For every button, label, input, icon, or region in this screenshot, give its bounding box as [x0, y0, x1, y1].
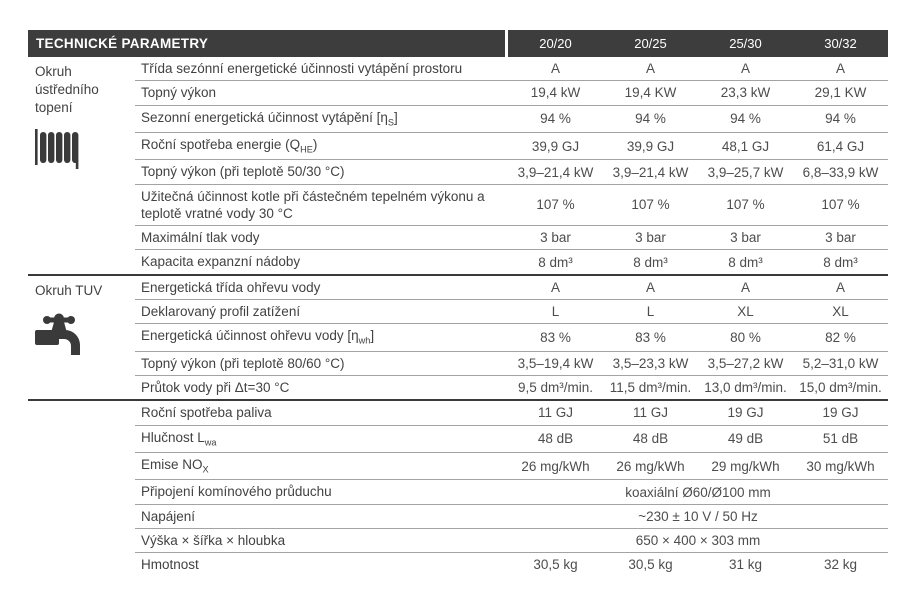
table-cell: 39,9 GJ [531, 138, 580, 154]
table-row [135, 375, 888, 399]
row-label: Energetická účinnost ohřevu vody $[\eta_{wh}]$ [141, 328, 375, 346]
table-cell: 8 dm³ [633, 254, 668, 270]
table-cell: XL [832, 304, 849, 320]
table-cell: 26 mg/kWh [521, 458, 590, 474]
table-cell: 48,1 GJ [721, 138, 770, 154]
table-cell: 29 mg/kWh [711, 458, 780, 474]
table-cell: A [645, 61, 655, 77]
table-cell: 51 dB [822, 431, 859, 447]
table-row [135, 425, 888, 452]
table-row [135, 552, 888, 576]
row-label: Užitečná účinnost kotle při částečném tepelném výkonu a teplotě vratné vody 30 °C [141, 188, 485, 221]
radiator-icon [35, 129, 133, 174]
table-cell: 8 dm³ [823, 254, 858, 270]
row-label: Energetická třída ohřevu vody [141, 279, 321, 295]
table-cell-span: koaxiální Ø60/Ø100 mm [625, 484, 771, 500]
table-cell: 32 kg [823, 557, 858, 573]
table-row [135, 299, 888, 323]
table-cell: 30,5 kg [533, 557, 578, 573]
table-cell: 48 dB [632, 431, 669, 447]
table-cell: 23,3 kW [720, 85, 771, 101]
table-row [135, 452, 888, 479]
table-row [135, 132, 888, 159]
section-rows [135, 276, 888, 400]
row-label: Topný výkon (při teplotě 80/60 °C) [141, 355, 345, 371]
table-row [135, 351, 888, 375]
row-label: Hlučnost $L_{wa}$ [141, 429, 217, 448]
table-row [135, 80, 888, 104]
row-label: Emise $NO_X$ [141, 456, 209, 475]
table-cell: A [835, 279, 845, 295]
table-row [135, 225, 888, 249]
table-cell: 49 dB [727, 431, 764, 447]
row-label: Napájení [141, 508, 196, 524]
table-row [135, 276, 888, 299]
table-cell: 83 % [540, 329, 571, 345]
column-header: 20/25 [634, 36, 667, 51]
row-label: Topný výkon (při teplotě 50/30 °C) [141, 164, 345, 180]
table-cell: 107 % [726, 197, 765, 213]
category-label: Okruh ústředního topení [35, 64, 99, 115]
table-cell: 15,0 dm³/min. [799, 380, 882, 396]
table-cell: 80 % [730, 329, 761, 345]
table-cell: L [646, 304, 655, 320]
tap-icon [35, 313, 133, 360]
table-cell: 5,2–31,0 kW [802, 355, 879, 371]
table-cell: 3 bar [825, 230, 856, 246]
table-cell: 3 bar [730, 230, 761, 246]
table-cell: 94 % [825, 111, 856, 127]
table-cell: 107 % [631, 197, 670, 213]
table-cell: 3,5–23,3 kW [612, 355, 689, 371]
table-cell: 82 % [825, 329, 856, 345]
table-cell: 94 % [540, 111, 571, 127]
table-cell: 3,9–21,4 kW [612, 164, 689, 180]
table-cell: 9,5 dm³/min. [517, 380, 594, 396]
table-cell: 48 dB [537, 431, 574, 447]
section-rows [135, 401, 888, 576]
table-cell: 30 mg/kWh [806, 458, 875, 474]
row-label: Maximální tlak vody [141, 230, 260, 246]
table-cell: 94 % [635, 111, 666, 127]
table-cell-span: 650 × 400 × 303 mm [635, 533, 761, 549]
table-cell: 39,9 GJ [626, 138, 675, 154]
table-cell: 107 % [821, 197, 860, 213]
category-label: Okruh TUV [35, 282, 103, 298]
table-cell: A [550, 279, 560, 295]
table-row [135, 504, 888, 528]
row-label: Hmotnost [141, 557, 199, 573]
table-cell: 11 GJ [537, 405, 573, 421]
row-label: Topný výkon [141, 85, 217, 101]
table-row [135, 249, 888, 273]
table-cell: 8 dm³ [728, 254, 763, 270]
column-header: 20/20 [539, 36, 572, 51]
table-cell: 6,8–33,9 kW [802, 164, 879, 180]
table-row [135, 323, 888, 350]
table-cell: 26 mg/kWh [616, 458, 685, 474]
table-cell: 3,5–19,4 kW [517, 355, 594, 371]
table-cell: 3,9–25,7 kW [707, 164, 784, 180]
table-row [135, 57, 888, 80]
row-label: Kapacita expanzní nádoby [141, 254, 301, 270]
table-cell: 3 bar [540, 230, 571, 246]
table-cell: A [645, 279, 655, 295]
table-cell: 8 dm³ [538, 254, 573, 270]
category-cell [28, 401, 135, 576]
table-cell: 19 GJ [822, 405, 859, 421]
table-body [28, 57, 888, 576]
table-section [28, 274, 888, 400]
table-cell: A [740, 61, 750, 77]
category-cell [28, 57, 135, 274]
table-cell: 30,5 kg [628, 557, 673, 573]
page-title: TECHNICKÉ PARAMETRY [28, 30, 508, 57]
row-label: Třída sezónní energetické účinnosti vytápění prostoru [141, 61, 463, 76]
table-cell: 11 GJ [632, 405, 668, 421]
table-cell: 13,0 dm³/min. [704, 380, 787, 396]
table-cell: A [835, 61, 845, 77]
table-header [28, 30, 888, 57]
table-cell: 11,5 dm³/min. [609, 380, 692, 396]
table-cell: 3,9–21,4 kW [517, 164, 594, 180]
row-label: Průtok vody při Δt=30 °C [141, 379, 290, 395]
table-cell: L [551, 304, 560, 320]
row-label: Roční spotřeba energie $(Q_{HE})$ [141, 136, 318, 155]
table-row [135, 401, 888, 424]
row-label: Výška × šířka × hloubka [141, 532, 286, 548]
row-label: Deklarovaný profil zatížení [141, 304, 301, 319]
table-cell: 19 GJ [727, 405, 764, 421]
table-section [28, 57, 888, 274]
table-row [135, 184, 888, 226]
row-label: Připojení komínového průduchu [141, 484, 332, 500]
table-cell: 19,4 KW [624, 85, 677, 101]
section-rows [135, 57, 888, 274]
category-cell [28, 276, 135, 400]
table-cell: 3,5–27,2 kW [707, 355, 784, 371]
table-cell: 94 % [730, 111, 761, 127]
column-header: 25/30 [729, 36, 762, 51]
table-section [28, 399, 888, 576]
table-cell: 3 bar [635, 230, 666, 246]
table-row [135, 159, 888, 183]
table-cell: 107 % [536, 197, 575, 213]
row-label: Roční spotřeba paliva [141, 405, 272, 421]
table-cell-span: ~230 ± 10 V / 50 Hz [638, 508, 758, 524]
table-cell: 61,4 GJ [816, 138, 865, 154]
column-header: 30/32 [824, 36, 857, 51]
table-cell: 29,1 KW [814, 85, 867, 101]
table-row [135, 528, 888, 552]
table-cell: A [550, 61, 560, 77]
table-cell: XL [737, 304, 754, 320]
table-cell: 83 % [635, 329, 666, 345]
table-row [135, 479, 888, 503]
row-label: Sezonní energetická účinnost vytápění $[\eta_S]$ [141, 109, 398, 128]
technical-parameters-table [28, 30, 888, 576]
table-row [135, 105, 888, 132]
table-cell: 31 kg [728, 557, 763, 573]
table-cell: A [740, 279, 750, 295]
table-cell: 19,4 kW [530, 85, 581, 101]
